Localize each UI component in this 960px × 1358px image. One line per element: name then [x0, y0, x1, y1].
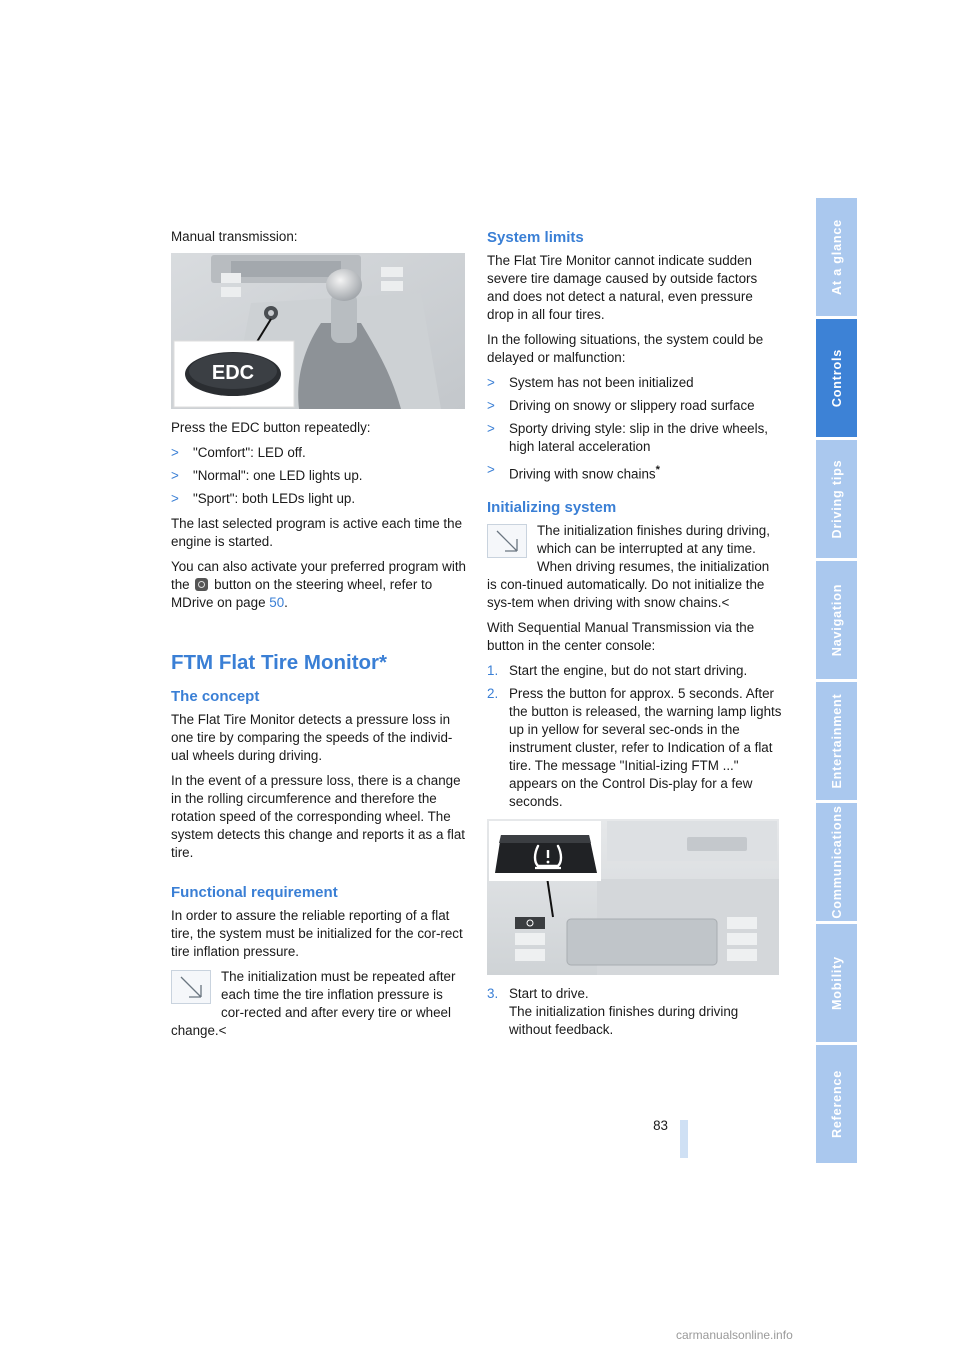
concept-heading: The concept	[171, 688, 260, 705]
list-item: > "Comfort": LED off.	[171, 445, 306, 460]
tab-mobility[interactable]: Mobility	[816, 924, 857, 1042]
system-limits-heading: System limits	[487, 229, 584, 246]
system-limits-paragraph-1: The Flat Tire Monitor cannot indicate sudden severe tire damage caused by outside factors and does not detect a natural, even pressure drop in all four tires.	[487, 253, 758, 322]
concept-paragraph-1: The Flat Tire Monitor detects a pressure loss in one tire by comparing the speeds of the individ-ual wheels during driving.	[171, 712, 453, 763]
initialization-steps	[487, 662, 782, 811]
edc-console-illustration	[171, 253, 465, 409]
list-item: 2. Press the button for approx. 5 seconds. After the button is released, the warning lamp lights up in yellow for several sec-onds in the instrument cluster, refer to Indication of a flat tire. The message "Initial-izing FTM ..." appears on the Control Dis-play for a few seconds.	[487, 686, 782, 810]
list-item: > System has not been initialized	[487, 375, 694, 390]
note-arrow-icon	[171, 970, 211, 1004]
tab-entertainment[interactable]: Entertainment	[816, 682, 857, 800]
list-item: 3. Start to drive. The initialization finishes during driving without feedback.	[487, 986, 739, 1038]
edc-button-label: EDC	[211, 362, 255, 384]
tab-communications[interactable]: Communications	[816, 803, 857, 921]
tab-driving-tips[interactable]: Driving tips	[816, 440, 857, 558]
initialization-steps-continued	[487, 985, 782, 1039]
initializing-note: The initialization finishes during driving, which can be interrupted at any time. When driving resumes, the initialization is con-tinued automatically. Do not initialize the sys-tem when driving with snow chains.<	[487, 523, 770, 611]
tab-controls[interactable]: Controls	[816, 319, 857, 437]
functional-requirement-heading: Functional requirement	[171, 884, 338, 901]
list-item: > "Normal": one LED lights up.	[171, 468, 363, 483]
press-edc-text: Press the EDC button repeatedly:	[171, 420, 371, 435]
chapter-tabs	[816, 198, 857, 1166]
note-arrow-icon	[487, 524, 527, 558]
smt-intro-paragraph: With Sequential Manual Transmission via the button in the center console:	[487, 620, 755, 654]
edc-mode-list	[171, 444, 466, 508]
functional-requirement-paragraph: In order to assure the reliable reporting of a flat tire, the system must be initialized for the cor-rect tire inflation pressure.	[171, 908, 463, 959]
page-number-marker	[680, 1120, 688, 1158]
edc-button-photo	[171, 253, 465, 409]
ftm-console-illustration	[487, 819, 779, 975]
mdrive-page-link[interactable]: 50	[269, 595, 285, 610]
list-item: > Driving with snow chains*	[487, 462, 660, 482]
left-column	[171, 228, 466, 1047]
list-item: 1. Start the engine, but do not start driving.	[487, 663, 748, 679]
tab-at-a-glance[interactable]: At a glance	[816, 198, 857, 316]
initializing-system-heading: Initializing system	[487, 499, 617, 517]
concept-paragraph-2: In the event of a pressure loss, there is a change in the rolling circumference and therefore the rotation speed of the corresponding wheel. The system detects this change and reports it as a flat tire.	[171, 773, 465, 860]
manual-transmission-intro: Manual transmission:	[171, 229, 298, 244]
system-limits-paragraph-2: In the following situations, the system could be delayed or malfunction:	[487, 332, 764, 365]
functional-requirement-note: The initialization must be repeated after each time the tire inflation pressure is cor-rected and after every tire or wheel change.<	[171, 969, 456, 1038]
optional-equipment-star: *	[655, 464, 660, 476]
list-item: > "Sport": both LEDs light up.	[171, 491, 356, 506]
ftm-button-photo	[487, 819, 779, 975]
activate-text: You can also activate your preferred program with the button on the steering wheel, refer to MDrive on page 50.	[171, 559, 466, 610]
site-watermark: carmanualsonline.info	[676, 1328, 793, 1342]
system-limits-list	[487, 374, 782, 483]
last-selected-text: The last selected program is active each time the engine is started.	[171, 516, 463, 549]
page-number: 83	[653, 1118, 668, 1133]
tab-navigation[interactable]: Navigation	[816, 561, 857, 679]
mdrive-steering-button-icon	[195, 578, 208, 591]
tab-reference[interactable]: Reference	[816, 1045, 857, 1163]
list-item: > Sporty driving style: slip in the drive wheels, high lateral acceleration	[487, 421, 768, 454]
right-column	[487, 228, 782, 1047]
ftm-section-title: FTM Flat Tire Monitor*	[171, 651, 388, 674]
list-item: > Driving on snowy or slippery road surface	[487, 398, 755, 413]
